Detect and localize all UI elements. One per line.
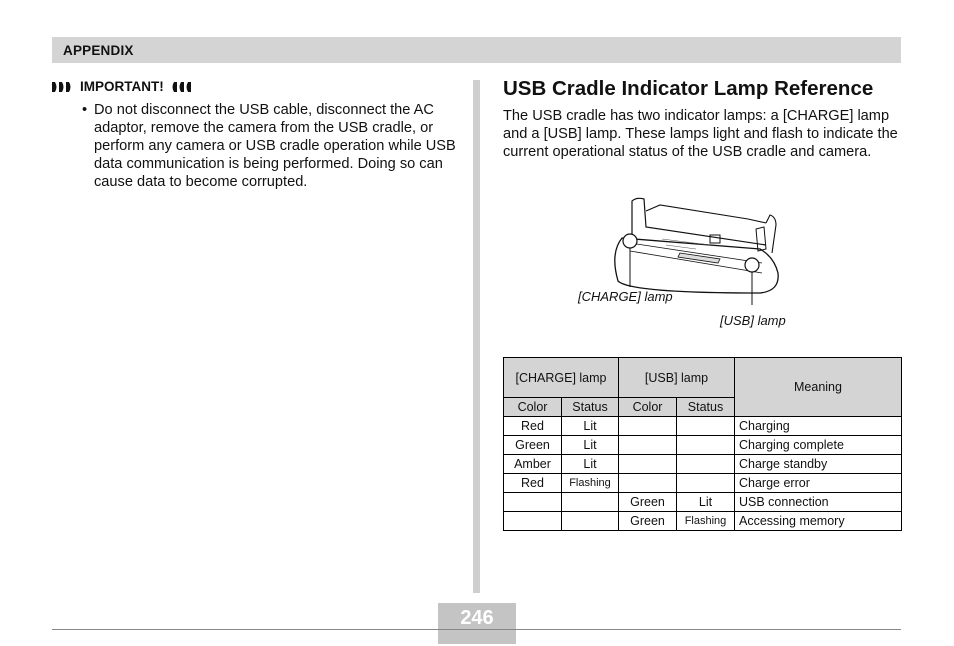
charge-color-header: Color <box>504 398 562 417</box>
usb-status-header: Status <box>677 398 735 417</box>
bullet-dot: • <box>82 102 88 118</box>
table-row <box>504 455 902 474</box>
cell: Red <box>504 417 562 436</box>
cell <box>677 474 735 493</box>
cell <box>504 512 562 531</box>
cell <box>562 493 619 512</box>
important-right-marks-icon <box>169 81 191 93</box>
page-number-badge <box>438 603 516 644</box>
important-label: IMPORTANT! <box>80 79 164 94</box>
cell <box>619 417 677 436</box>
cell <box>562 512 619 531</box>
cell: Green <box>619 493 677 512</box>
charge-lamp-header: [CHARGE] lamp <box>504 358 619 398</box>
cell: Red <box>504 474 562 493</box>
meaning-cell: Charge error <box>735 474 902 493</box>
meaning-cell: Charging <box>735 417 902 436</box>
cell <box>619 436 677 455</box>
charge-status-header: Status <box>562 398 619 417</box>
page-number: 246 <box>460 607 494 629</box>
meaning-header: Meaning <box>735 358 902 417</box>
cell <box>677 417 735 436</box>
important-left-marks-icon <box>52 81 74 93</box>
cell <box>677 436 735 455</box>
table-row <box>504 417 902 436</box>
cell <box>619 474 677 493</box>
lamp-reference-table <box>503 357 902 531</box>
cell: Green <box>619 512 677 531</box>
cell: Flashing <box>677 512 735 531</box>
table-row <box>504 493 902 512</box>
cell <box>677 455 735 474</box>
section-intro: The USB cradle has two indicator lamps: a [CHARGE] lamp and a [USB] lamp. These lamps light and flash to indicate the current operational status of the USB cradle and camera. <box>503 108 898 160</box>
cell: Lit <box>562 436 619 455</box>
section-header-label: APPENDIX <box>63 43 134 58</box>
table-row <box>504 436 902 455</box>
cell <box>504 493 562 512</box>
table-row <box>504 474 902 493</box>
important-heading <box>52 79 191 94</box>
cell: Lit <box>677 493 735 512</box>
cell <box>619 455 677 474</box>
meaning-cell: Charge standby <box>735 455 902 474</box>
table-row <box>504 512 902 531</box>
section-title: USB Cradle Indicator Lamp Reference <box>503 77 874 100</box>
cell: Lit <box>562 417 619 436</box>
column-divider <box>473 80 480 593</box>
meaning-cell: Accessing memory <box>735 512 902 531</box>
usb-lamp-caption: [USB] lamp <box>720 313 786 328</box>
usb-color-header: Color <box>619 398 677 417</box>
cell: Green <box>504 436 562 455</box>
section-header-bar <box>52 37 901 63</box>
meaning-cell: USB connection <box>735 493 902 512</box>
cell: Amber <box>504 455 562 474</box>
meaning-cell: Charging complete <box>735 436 902 455</box>
cell: Lit <box>562 455 619 474</box>
table-group-header-row <box>504 358 902 398</box>
important-bullet-item <box>82 101 462 191</box>
cell: Flashing <box>562 474 619 493</box>
important-text: Do not disconnect the USB cable, disconnect the AC adaptor, remove the camera from the USB cradle, or perform any camera or USB cradle operation while USB data communication is being performed. Doing so can cause data to become corrupted. <box>94 102 456 190</box>
usb-lamp-header: [USB] lamp <box>619 358 735 398</box>
footer-rule <box>52 629 901 630</box>
charge-lamp-caption: [CHARGE] lamp <box>578 289 673 304</box>
